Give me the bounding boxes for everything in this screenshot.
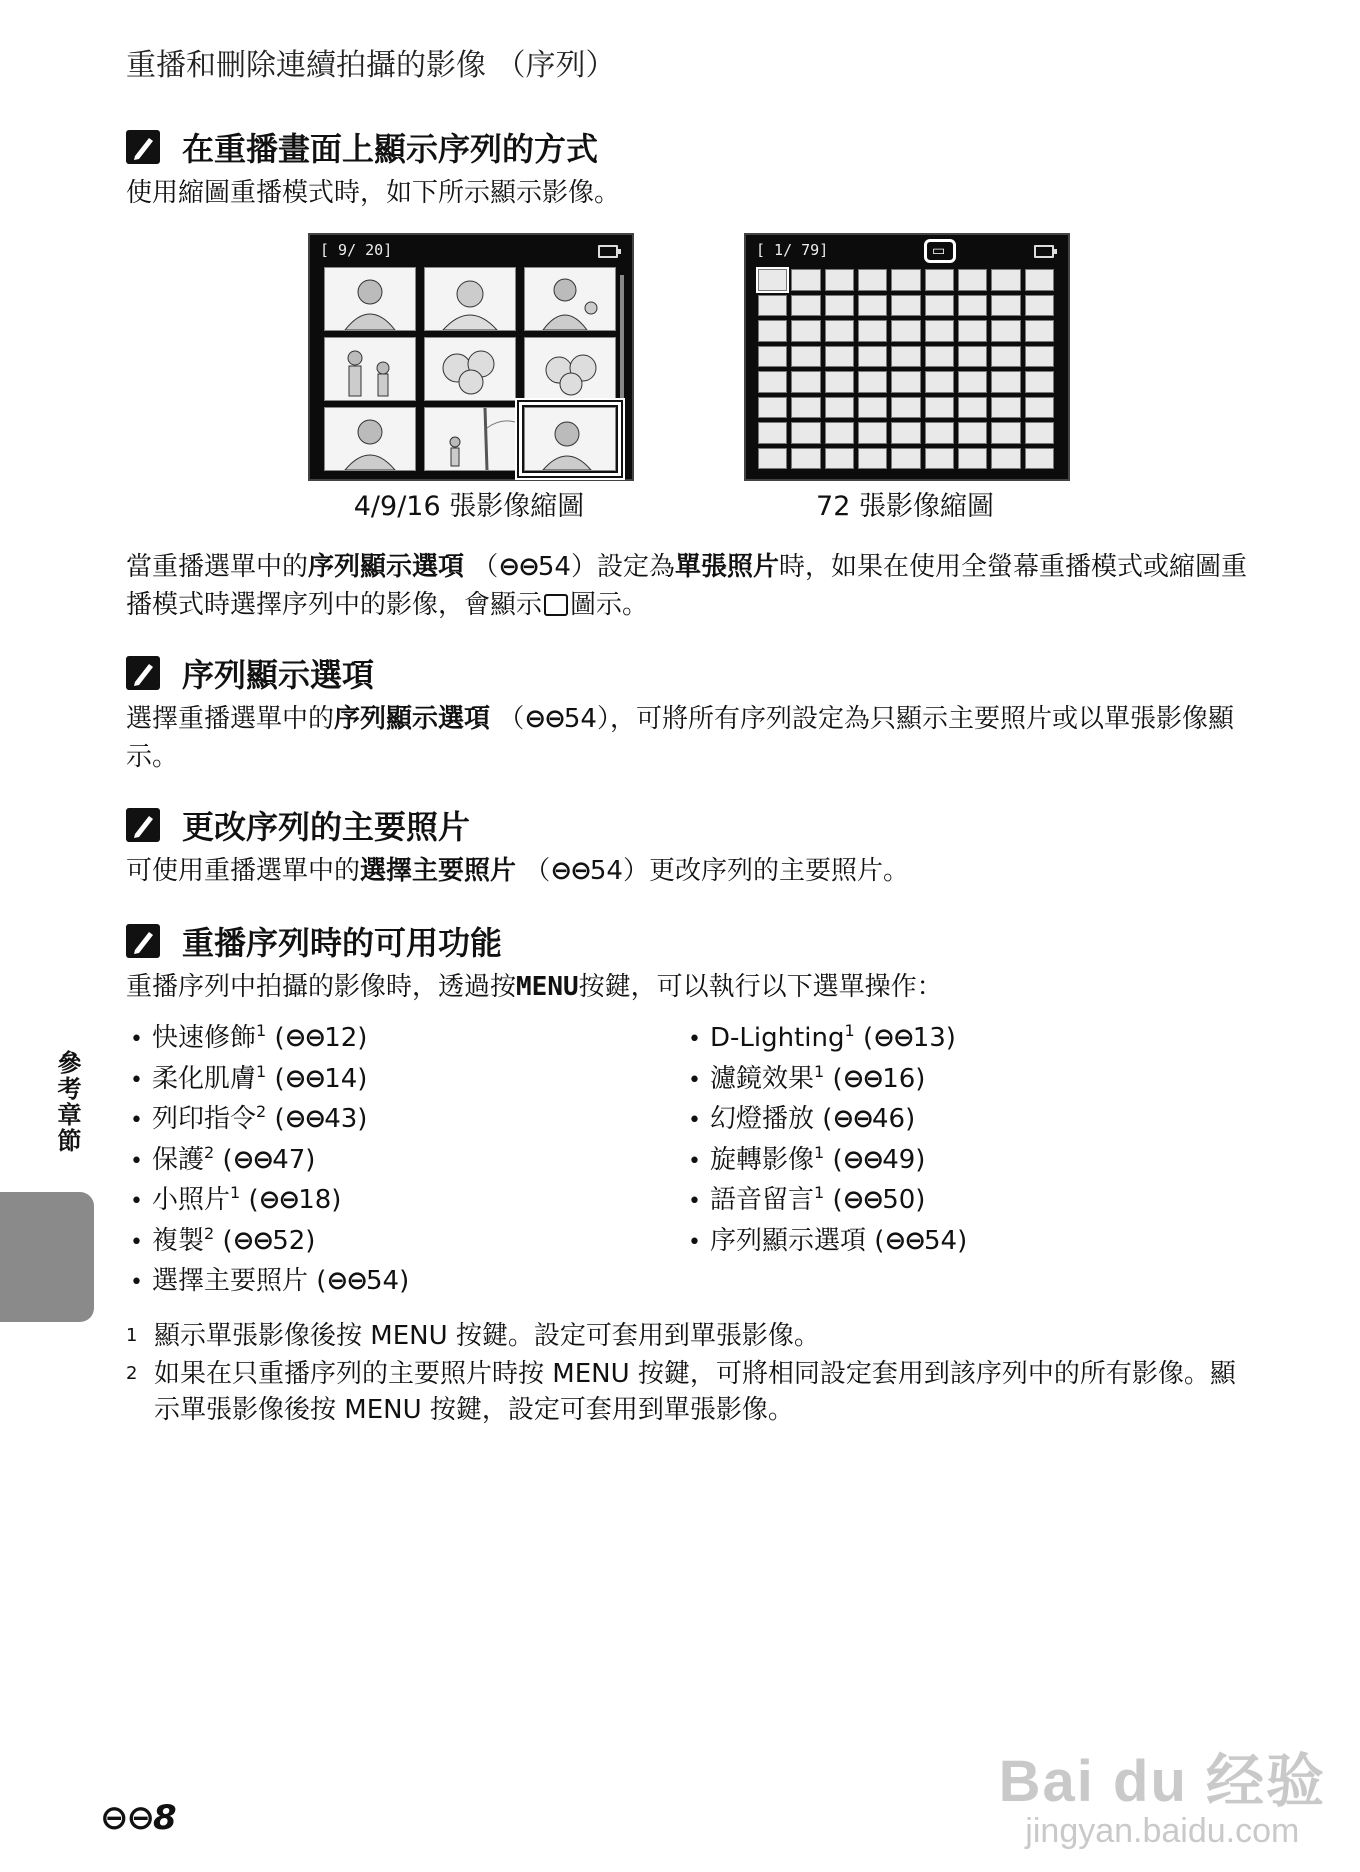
page-reference[interactable]: (⊖⊖50) [824,1185,926,1215]
mini-thumbnail[interactable] [1025,295,1054,317]
page-reference[interactable]: （⊖⊖54） [498,704,610,734]
section-title: 更改序列的主要照片 [182,808,471,846]
binoculars-ref-icon: ⊖⊖ [326,1266,367,1296]
function-list-item[interactable]: • 小照片$^1$ (⊖⊖18) [130,1180,670,1221]
scrollbar [620,275,624,405]
footnote-marker: 2 [256,1102,267,1121]
page-reference[interactable]: (⊖⊖43) [266,1104,368,1134]
footnote-number: 1 [126,1325,138,1346]
section-heading-3 [126,802,470,848]
footnote-marker: 1 [844,1021,855,1040]
mini-thumbnail[interactable] [891,269,920,291]
footnote-marker: 1 [814,1142,825,1162]
mini-thumbnail[interactable] [858,397,887,419]
mini-thumbnail[interactable] [925,422,954,444]
mini-thumbnail[interactable] [991,295,1020,317]
mini-thumbnail[interactable] [991,269,1020,291]
mini-thumbnail[interactable] [825,320,854,342]
page-number: ⊖⊖8 [100,1798,177,1838]
thumbnail-screen-9 [308,233,634,481]
footnote-marker: 1 [256,1021,267,1040]
section-title: 序列顯示選項 [182,656,375,694]
mini-thumbnail[interactable] [891,320,920,342]
footnote-text: 顯示單張影像後按 MENU 按鍵。設定可套用到單張影像。 [154,1321,820,1351]
binoculars-ref-icon: ⊖⊖ [284,1104,325,1134]
mini-thumbnail[interactable] [858,320,887,342]
binoculars-ref-icon: ⊖⊖ [232,1144,273,1175]
function-list-item[interactable]: • 語音留言$^1$ (⊖⊖50) [688,1180,1228,1221]
mini-thumbnail[interactable] [891,371,920,393]
thumbnail[interactable] [424,337,516,401]
mini-thumbnail[interactable] [958,422,987,444]
mini-thumbnail[interactable] [925,448,954,470]
mini-thumbnail[interactable] [958,397,987,419]
mini-thumbnail[interactable] [991,320,1020,342]
page-reference[interactable]: (⊖⊖52) [214,1225,316,1256]
mini-thumbnail[interactable] [925,320,954,342]
thumbnail[interactable] [324,407,416,471]
mini-thumbnail[interactable] [1025,269,1054,291]
thumbnail[interactable] [324,267,416,331]
section4-intro: 重播序列中拍攝的影像時，透過按MENU按鍵，可以執行以下選單操作： [126,972,943,1002]
mini-thumbnail[interactable] [825,346,854,368]
thumbnail[interactable] [524,337,616,401]
function-list-left [130,1018,670,1302]
footnote [126,1318,1256,1354]
mini-thumbnail[interactable] [791,320,820,342]
mini-thumbnail[interactable] [825,371,854,393]
binoculars-ref-icon: ⊖⊖ [842,1185,883,1215]
mini-thumbnail[interactable] [825,397,854,419]
binoculars-ref-icon: ⊖⊖ [284,1023,325,1053]
mini-thumbnail[interactable] [791,448,820,470]
menu-key-label: MENU [516,972,579,1002]
mini-thumbnail[interactable] [791,295,820,317]
function-list-right [688,1018,1228,1261]
mini-thumbnail[interactable] [991,422,1020,444]
function-list-item[interactable]: • 柔化肌膚$^1$ (⊖⊖14) [130,1059,670,1100]
mini-thumbnail[interactable] [1025,371,1054,393]
thumbnail[interactable] [324,337,416,401]
mini-thumbnail[interactable] [958,346,987,368]
chapter-label: 參考章節 [53,1050,81,1154]
image-counter: [ 1/ 79] [756,241,829,259]
mini-thumbnail[interactable] [1025,422,1054,444]
binoculars-ref-icon: ⊖⊖ [100,1798,153,1838]
footnote-marker: 1 [814,1061,825,1081]
sequence-icon: ▭ [924,239,956,263]
page-reference[interactable]: （⊖⊖54） [472,552,597,582]
page-reference[interactable]: (⊖⊖18) [240,1185,342,1215]
section1-paragraph: 當重播選單中的序列顯示選項 （⊖⊖54）設定為單張照片時，如果在使用全螢幕重播模式或縮圖重播模式時選擇序列中的影像，會顯示 圖示。 [126,552,1248,620]
mini-thumbnail[interactable] [858,422,887,444]
mini-thumbnail[interactable] [825,269,854,291]
page-reference[interactable]: (⊖⊖54) [866,1225,968,1256]
caption-left: 4/9/16 張影像縮圖 [353,491,585,522]
mini-thumbnail[interactable] [758,422,787,444]
page-reference[interactable]: (⊖⊖46) [814,1104,916,1134]
footnote-marker: 1 [230,1183,241,1202]
function-list-item[interactable]: • D-Lighting$^1$ (⊖⊖13) [688,1018,1228,1059]
mini-thumbnail[interactable] [825,295,854,317]
note-pencil-icon [126,656,160,690]
mini-thumbnail[interactable] [791,346,820,368]
mini-thumbnail[interactable] [858,295,887,317]
selected-thumbnail[interactable] [524,407,616,471]
watermark-url: jingyan.baidu.com [1025,1812,1300,1850]
note-pencil-icon [126,130,160,164]
binoculars-ref-icon: ⊖⊖ [884,1225,925,1256]
mini-thumbnail[interactable] [791,371,820,393]
footnote-marker: 2 [204,1223,215,1243]
footnote-marker: 1 [814,1183,825,1202]
binoculars-ref-icon: ⊖⊖ [524,704,564,734]
binoculars-ref-icon: ⊖⊖ [842,1063,883,1094]
mini-thumbnail[interactable] [891,346,920,368]
section2-paragraph: 選擇重播選單中的序列顯示選項 （⊖⊖54），可將所有序列設定為只顯示主要照片或以單張影像顯示。 [126,704,1235,772]
binoculars-ref-icon: ⊖⊖ [498,552,538,582]
mini-thumbnail[interactable] [958,320,987,342]
function-list-item[interactable]: • 選擇主要照片 (⊖⊖54) [130,1261,670,1302]
page-header: 重播和刪除連續拍攝的影像 （序列） [126,48,616,83]
mini-thumbnail[interactable] [825,448,854,470]
footnote-marker: 1 [256,1061,267,1081]
page-reference[interactable]: (⊖⊖49) [824,1144,926,1175]
sequence-inline-icon [544,594,568,616]
battery-icon [1034,245,1054,258]
mini-thumbnail[interactable] [958,371,987,393]
binoculars-ref-icon: ⊖⊖ [873,1023,913,1053]
mini-thumbnail[interactable] [891,422,920,444]
page-reference[interactable]: (⊖⊖14) [266,1063,368,1094]
binoculars-ref-icon: ⊖⊖ [284,1063,325,1094]
thumbnail[interactable] [524,267,616,331]
thumbnail[interactable] [424,407,516,471]
mini-thumbnail[interactable] [925,397,954,419]
thumbnail-screen-72 [744,233,1070,481]
mini-thumbnail[interactable] [1025,448,1054,470]
mini-thumbnail[interactable] [958,448,987,470]
binoculars-ref-icon: ⊖⊖ [232,1225,273,1256]
mini-thumbnail[interactable] [858,346,887,368]
binoculars-ref-icon: ⊖⊖ [832,1104,873,1134]
watermark [999,1734,1326,1851]
mini-thumbnail[interactable] [758,397,787,419]
section-title: 在重播畫面上顯示序列的方式 [182,130,599,168]
battery-icon [598,245,618,258]
function-list-item[interactable]: • 幻燈播放 (⊖⊖46) [688,1099,1228,1140]
section1-intro: 使用縮圖重播模式時，如下所示顯示影像。 [126,178,621,208]
mini-thumbnail[interactable] [991,371,1020,393]
mini-thumbnail[interactable] [891,295,920,317]
section-heading-4 [126,918,502,964]
caption-right: 72 張影像縮圖 [816,491,994,522]
footnotes [126,1318,1256,1430]
chapter-tab[interactable] [0,1192,94,1322]
image-counter: [ 9/ 20] [320,241,393,259]
binoculars-ref-icon: ⊖⊖ [550,856,590,886]
mini-thumbnail[interactable] [925,346,954,368]
mini-thumbnail[interactable] [991,346,1020,368]
mini-thumbnail[interactable] [825,422,854,444]
mini-thumbnail[interactable] [991,397,1020,419]
mini-thumbnail[interactable] [858,448,887,470]
mini-thumbnail[interactable] [758,320,787,342]
mini-thumbnail[interactable] [891,448,920,470]
function-list-item[interactable]: • 旋轉影像$^1$ (⊖⊖49) [688,1140,1228,1181]
function-list-item[interactable]: • 保護$^2$ (⊖⊖47) [130,1140,670,1181]
mini-thumbnail[interactable] [1025,320,1054,342]
footnote [126,1356,1256,1428]
mini-thumbnail[interactable] [791,269,820,291]
mini-thumbnail[interactable] [891,397,920,419]
mini-thumbnail[interactable] [925,269,954,291]
mini-thumbnail[interactable] [991,448,1020,470]
page-reference[interactable]: (⊖⊖47) [214,1144,316,1175]
mini-thumbnail[interactable] [758,448,787,470]
page-reference[interactable]: （⊖⊖54） [524,856,649,886]
function-list-item[interactable]: • 濾鏡效果$^1$ (⊖⊖16) [688,1059,1228,1100]
footnote-text: 如果在只重播序列的主要照片時按 MENU 按鍵，可將相同設定套用到該序列中的所有影像。顯示單張影像後按 MENU 按鍵，設定可套用到單張影像。 [154,1359,1236,1425]
mini-thumbnail[interactable] [958,295,987,317]
mini-thumbnail[interactable] [1025,397,1054,419]
binoculars-ref-icon: ⊖⊖ [258,1185,299,1215]
function-list-item[interactable]: • 列印指令$^2$ (⊖⊖43) [130,1099,670,1140]
mini-thumbnail[interactable] [791,422,820,444]
mini-thumbnail[interactable] [958,269,987,291]
page-reference[interactable]: (⊖⊖54) [308,1266,410,1296]
thumbnail[interactable] [424,267,516,331]
watermark-logo-text: Bai du 经验 [998,1749,1326,1814]
footnote-number: 2 [126,1363,138,1384]
section3-paragraph: 可使用重播選單中的選擇主要照片 （⊖⊖54）更改序列的主要照片。 [126,856,910,886]
mini-thumbnail[interactable] [758,371,787,393]
mini-thumbnail[interactable] [925,371,954,393]
mini-thumbnail[interactable] [925,295,954,317]
footnote-marker: 2 [204,1142,215,1162]
section-heading-1 [126,124,598,170]
section-title: 重播序列時的可用功能 [182,924,503,962]
function-list-item[interactable]: • 快速修飾$^1$ (⊖⊖12) [130,1018,670,1059]
page-reference[interactable]: (⊖⊖16) [824,1063,926,1094]
note-pencil-icon [126,808,160,842]
mini-thumbnail[interactable] [858,371,887,393]
mini-thumbnail[interactable] [858,269,887,291]
mini-thumbnail[interactable] [758,346,787,368]
page-reference[interactable]: (⊖⊖13) [854,1023,956,1053]
note-pencil-icon [126,924,160,958]
function-list-item[interactable]: • 序列顯示選項 (⊖⊖54) [688,1221,1228,1262]
mini-thumbnail[interactable] [1025,346,1054,368]
binoculars-ref-icon: ⊖⊖ [842,1144,883,1175]
thumbnail-grid [756,267,1056,471]
mini-thumbnail[interactable] [791,397,820,419]
function-list-item[interactable]: • 複製$^2$ (⊖⊖52) [130,1221,670,1262]
mini-thumbnail[interactable] [758,269,787,291]
section-heading-2 [126,650,374,696]
mini-thumbnail[interactable] [758,295,787,317]
page-reference[interactable]: (⊖⊖12) [266,1023,368,1053]
